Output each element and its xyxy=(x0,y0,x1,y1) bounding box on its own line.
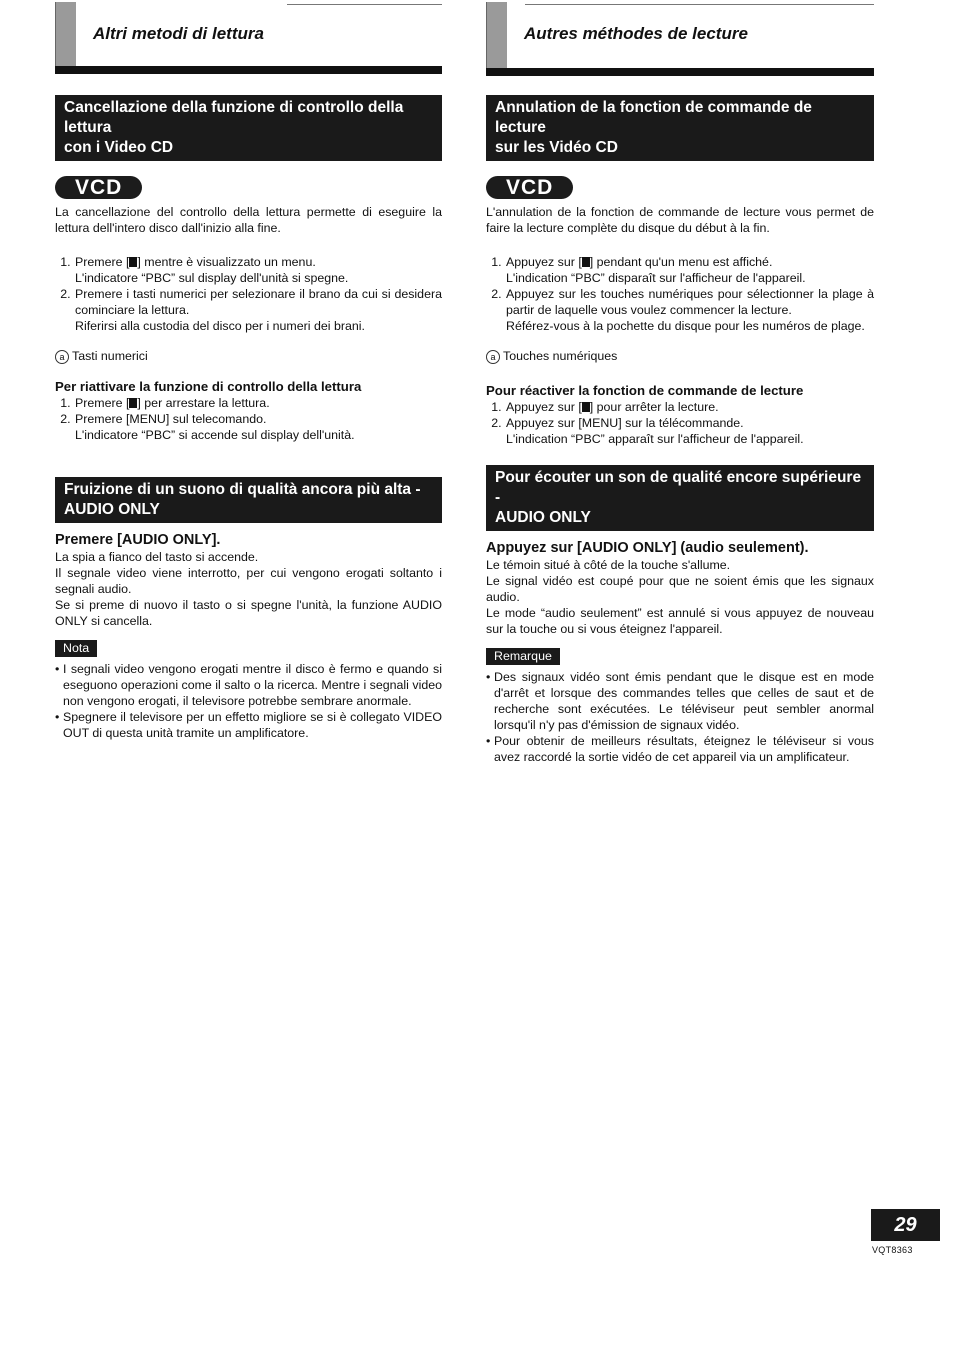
list-item: 2. Appuyez sur les touches numériques pour sélectionner la plage à partir de laquelle vous voulez commencer la lecture. Référez-vous à la pochette du disque pour les numéros de plage. xyxy=(505,286,874,334)
list-item: • Pour obtenir de meilleurs résultats, éteignez le téléviseur si vous avez raccordé la sortie vidéo de cet appareil via un amplificateur. xyxy=(486,733,874,765)
page-header xyxy=(486,0,874,76)
callout-label: a Touches numériques xyxy=(486,348,874,364)
list-item: • Des signaux vidéo sont émis pendant que le disque est en mode d'arrêt et lorsque des commandes telles que celles de saut et de recherche sont exécutées. Le téléviseur peut sembler anormal lorsqu'il n'y pas d'émission de signaux vidéo. xyxy=(486,669,874,733)
header-tab-bar xyxy=(55,2,76,74)
header-rule xyxy=(486,68,874,76)
vcd-badge: VCD xyxy=(55,176,142,199)
body-line: La spia a fianco del tasto si accende. xyxy=(55,550,259,564)
header-top-rule xyxy=(287,4,442,5)
header-tab-bar xyxy=(486,2,507,74)
list-item: 2. Appuyez sur [MENU] sur la télécommande. L'indication “PBC” apparaît sur l'afficheur de l'appareil. xyxy=(505,415,874,447)
step-note: L'indication “PBC” disparaît sur l'afficheur de l'appareil. xyxy=(506,271,806,285)
list-item: • I segnali video vengono erogati mentre il disco è fermo e quando si eseguono operazioni come il salto o la ricerca. Mentre i segnali video non vengono erogati, il televisore potrebbe sembrare anormale. xyxy=(55,661,442,709)
subheading-reenable: Per riattivare la funzione di controllo della lettura xyxy=(55,379,362,394)
subheading-reenable: Pour réactiver la fonction de commande de lecture xyxy=(486,383,804,398)
section-title-line: AUDIO ONLY xyxy=(495,509,591,526)
list-item: 2. Premere [MENU] sul telecomando. L'indicatore “PBC” si accende sul display dell'unità. xyxy=(74,411,442,443)
section-title-audio-only xyxy=(55,477,442,523)
steps-list xyxy=(55,254,442,334)
section-title-line: Annulation de la fonction de commande de lecture xyxy=(495,99,812,136)
list-item: • Spegnere il televisore per un effetto migliore se si è collegato VIDEO OUT di questa unità tramite un amplificatore. xyxy=(55,709,442,741)
section-title-pbc-cancel xyxy=(486,95,874,161)
list-item: 1. Premere [ ] mentre è visualizzato un menu. L'indicatore “PBC” sul display dell'unità si spegne. xyxy=(74,254,442,286)
french-column xyxy=(486,0,874,765)
reenable-steps-list xyxy=(486,399,874,447)
note-label: Remarque xyxy=(486,648,560,665)
circled-a-icon: a xyxy=(55,350,69,364)
list-item: 1. Appuyez sur [ ] pendant qu'un menu est affiché. L'indication “PBC” disparaît sur l'afficheur de l'appareil. xyxy=(505,254,874,286)
note-label: Nota xyxy=(55,640,97,657)
vcd-badge: VCD xyxy=(486,176,573,199)
list-item: 1. Appuyez sur [ ] pour arrêter la lecture. xyxy=(505,399,874,415)
body-line: Il segnale video viene interrotto, per cui vengono erogati soltanto i segnali audio. xyxy=(55,566,442,596)
section-title-line: Pour écouter un son de qualité encore supérieure - xyxy=(495,469,862,506)
steps-list xyxy=(486,254,874,334)
intro-text: La cancellazione del controllo della lettura permette di eseguire la lettura dell'intero disco dall'inizio alla fine. xyxy=(55,205,442,235)
notes-list xyxy=(55,661,442,741)
header-rule xyxy=(55,66,442,74)
step-note: Riferirsi alla custodia del disco per i numeri dei brani. xyxy=(75,319,365,333)
header-title: Autres méthodes de lecture xyxy=(524,24,748,43)
reenable-steps-list xyxy=(55,395,442,443)
section-title-pbc-cancel xyxy=(55,95,442,161)
section-title-line: sur les Vidéo CD xyxy=(495,139,618,156)
section-title-line: AUDIO ONLY xyxy=(64,501,160,518)
body-line: Le signal vidéo est coupé pour que ne soient émis que les signaux audio. xyxy=(486,574,874,604)
step-note: Référez-vous à la pochette du disque pour les numéros de plage. xyxy=(506,319,865,333)
italian-column xyxy=(55,0,442,741)
page-header xyxy=(55,0,442,76)
stop-square-icon xyxy=(582,402,590,412)
section-title-line: Cancellazione della funzione di controllo della lettura xyxy=(64,99,404,136)
document-code: VQT8363 xyxy=(872,1245,913,1255)
section-title-line: con i Video CD xyxy=(64,139,174,156)
circled-a-icon: a xyxy=(486,350,500,364)
step-note: L'indicatore “PBC” si accende sul display dell'unità. xyxy=(75,428,355,442)
section-title-audio-only xyxy=(486,465,874,531)
callout-label: a Tasti numerici xyxy=(55,348,442,364)
list-item: 2. Premere i tasti numerici per selezionare il brano da cui si desidera cominciare la lettura. Riferirsi alla custodia del disco per i numeri dei brani. xyxy=(74,286,442,334)
stop-square-icon xyxy=(582,257,590,267)
instruction-heading: Premere [AUDIO ONLY]. xyxy=(55,532,221,548)
header-top-rule xyxy=(525,4,874,5)
instruction-heading: Appuyez sur [AUDIO ONLY] (audio seulement). xyxy=(486,540,809,556)
list-item: 1. Premere [ ] per arrestare la lettura. xyxy=(74,395,442,411)
body-line: Se si preme di nuovo il tasto o si spegne l'unità, la funzione AUDIO ONLY si cancella. xyxy=(55,598,442,628)
body-line: Le mode “audio seulement” est annulé si vous appuyez de nouveau sur la touche ou si vous éteignez l'appareil. xyxy=(486,606,874,636)
body-line: Le témoin situé à côté de la touche s'allume. xyxy=(486,558,731,572)
intro-text: L'annulation de la fonction de commande de lecture vous permet de faire la lecture complète du disque du début à la fin. xyxy=(486,205,874,235)
section-title-line: Fruizione di un suono di qualità ancora più alta - xyxy=(64,481,421,498)
step-note: L'indicatore “PBC” sul display dell'unità si spegne. xyxy=(75,271,349,285)
notes-list xyxy=(486,669,874,765)
step-note: L'indication “PBC” apparaît sur l'afficheur de l'appareil. xyxy=(506,432,804,446)
page-number: 29 xyxy=(871,1209,940,1241)
header-title: Altri metodi di lettura xyxy=(93,24,264,43)
